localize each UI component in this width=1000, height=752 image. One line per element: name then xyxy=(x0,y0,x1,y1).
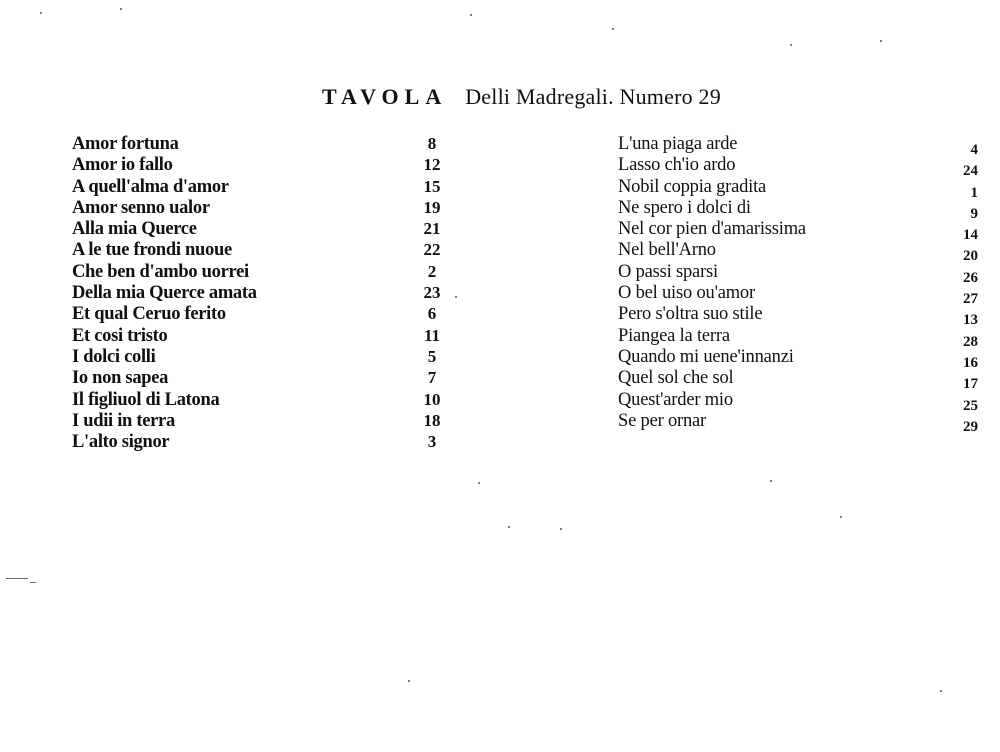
scan-mark xyxy=(30,582,36,583)
scan-speck xyxy=(120,8,122,10)
entry-number: 28 xyxy=(963,333,978,350)
entry-title: Che ben d'ambo uorrei xyxy=(72,261,249,282)
index-entry xyxy=(72,368,452,389)
entry-title: Quando mi uene'innanzi xyxy=(618,346,794,367)
scan-speck xyxy=(770,480,772,482)
index-entry xyxy=(72,283,452,304)
index-entry xyxy=(72,219,452,240)
index-entry xyxy=(618,219,978,244)
entry-number: 3 xyxy=(427,432,437,452)
index-entry xyxy=(618,304,978,329)
entry-title: A le tue frondi nuoue xyxy=(72,240,232,261)
index-entry xyxy=(72,177,452,198)
index-entry xyxy=(618,176,978,201)
entry-number: 8 xyxy=(427,134,437,153)
index-entry xyxy=(618,283,978,308)
index-entry xyxy=(618,197,978,222)
index-entry xyxy=(72,262,452,283)
scan-speck xyxy=(408,680,410,682)
index-entry xyxy=(72,240,452,261)
entry-number: 13 xyxy=(963,312,978,329)
entry-number: 1 xyxy=(970,184,978,201)
index-entry xyxy=(618,410,978,435)
entry-title: L'una piaga arde xyxy=(618,134,738,154)
index-entry xyxy=(72,411,452,432)
scan-speck xyxy=(840,516,842,518)
entry-number: 5 xyxy=(427,346,437,366)
entry-title: A quell'alma d'amor xyxy=(72,176,229,197)
index-entry xyxy=(618,155,978,180)
index-entry xyxy=(72,432,452,453)
entry-title: Et qual Ceruo ferito xyxy=(72,304,226,325)
right-index-column xyxy=(618,134,978,435)
entry-number: 17 xyxy=(963,376,978,393)
entry-title: Nel bell'Arno xyxy=(618,240,716,261)
entry-title: Nobil coppia gradita xyxy=(618,176,767,197)
index-entry xyxy=(72,347,452,368)
index-entry xyxy=(72,326,452,347)
scan-speck xyxy=(612,28,614,30)
entry-title: Piangea la terra xyxy=(618,325,730,346)
scan-speck xyxy=(470,14,472,16)
scan-speck xyxy=(508,526,510,528)
entry-number: 15 xyxy=(423,176,441,196)
entry-number: 11 xyxy=(423,325,441,345)
entry-title: Amor fortuna xyxy=(72,134,179,154)
page-header xyxy=(322,84,721,110)
index-entry xyxy=(618,389,978,414)
entry-title: I udii in terra xyxy=(72,410,175,431)
entry-number: 2 xyxy=(427,261,437,281)
entry-title: Lasso ch'io ardo xyxy=(618,155,736,176)
left-index-column xyxy=(72,134,452,453)
entry-number: 4 xyxy=(970,142,978,158)
header-subtitle: Delli Madregali. Numero 29 xyxy=(465,84,721,109)
entry-number: 27 xyxy=(963,291,978,308)
entry-number: 25 xyxy=(963,397,978,414)
entry-number: 23 xyxy=(423,283,441,303)
entry-number: 20 xyxy=(963,248,978,265)
entry-title: Ne spero i dolci di xyxy=(618,197,751,218)
index-entry xyxy=(618,368,978,393)
entry-title: Amor io fallo xyxy=(72,155,173,176)
index-entry xyxy=(618,134,978,158)
index-entry xyxy=(72,390,452,411)
index-entry xyxy=(72,198,452,219)
entry-number: 14 xyxy=(963,227,978,244)
scan-speck xyxy=(478,482,480,484)
scan-speck xyxy=(40,12,42,14)
entry-title: Et cosi tristo xyxy=(72,325,168,346)
scan-speck xyxy=(455,296,457,298)
entry-title: Nel cor pien d'amarissima xyxy=(618,219,806,240)
scan-speck xyxy=(560,528,562,530)
entry-title: Alla mia Querce xyxy=(72,219,197,240)
entry-title: Pero s'oltra suo stile xyxy=(618,304,763,325)
entry-number: 12 xyxy=(423,155,441,175)
entry-title: L'alto signor xyxy=(72,432,170,453)
entry-title: O passi sparsi xyxy=(618,261,718,282)
entry-number: 10 xyxy=(423,389,441,409)
entry-number: 16 xyxy=(963,354,978,371)
index-entry xyxy=(72,304,452,325)
entry-number: 26 xyxy=(963,269,978,286)
scan-speck xyxy=(940,690,942,692)
index-entry xyxy=(618,346,978,371)
entry-number: 29 xyxy=(963,418,978,435)
index-entry xyxy=(72,134,452,155)
index-entry xyxy=(618,325,978,350)
entry-number: 24 xyxy=(963,163,978,180)
index-entry xyxy=(72,155,452,176)
entry-number: 7 xyxy=(427,368,437,388)
entry-number: 9 xyxy=(970,205,978,222)
entry-number: 22 xyxy=(423,240,441,260)
entry-title: Della mia Querce amata xyxy=(72,283,257,304)
entry-title: Il figliuol di Latona xyxy=(72,389,220,410)
entry-title: I dolci colli xyxy=(72,346,156,367)
entry-title: Amor senno ualor xyxy=(72,197,210,218)
index-entry xyxy=(618,261,978,286)
scan-speck xyxy=(790,44,792,46)
header-tavola: TAVOLA xyxy=(322,84,448,109)
entry-title: Se per ornar xyxy=(618,410,707,431)
scan-speck xyxy=(880,40,882,42)
entry-title: Quel sol che sol xyxy=(618,368,734,389)
entry-title: Quest'arder mio xyxy=(618,389,733,410)
entry-number: 18 xyxy=(423,410,441,430)
entry-title: O bel uiso ou'amor xyxy=(618,283,755,304)
entry-number: 6 xyxy=(427,304,437,324)
index-entry xyxy=(618,240,978,265)
entry-number: 21 xyxy=(423,219,441,239)
entry-number: 19 xyxy=(423,197,441,217)
scan-mark xyxy=(6,578,28,579)
entry-title: Io non sapea xyxy=(72,368,169,389)
